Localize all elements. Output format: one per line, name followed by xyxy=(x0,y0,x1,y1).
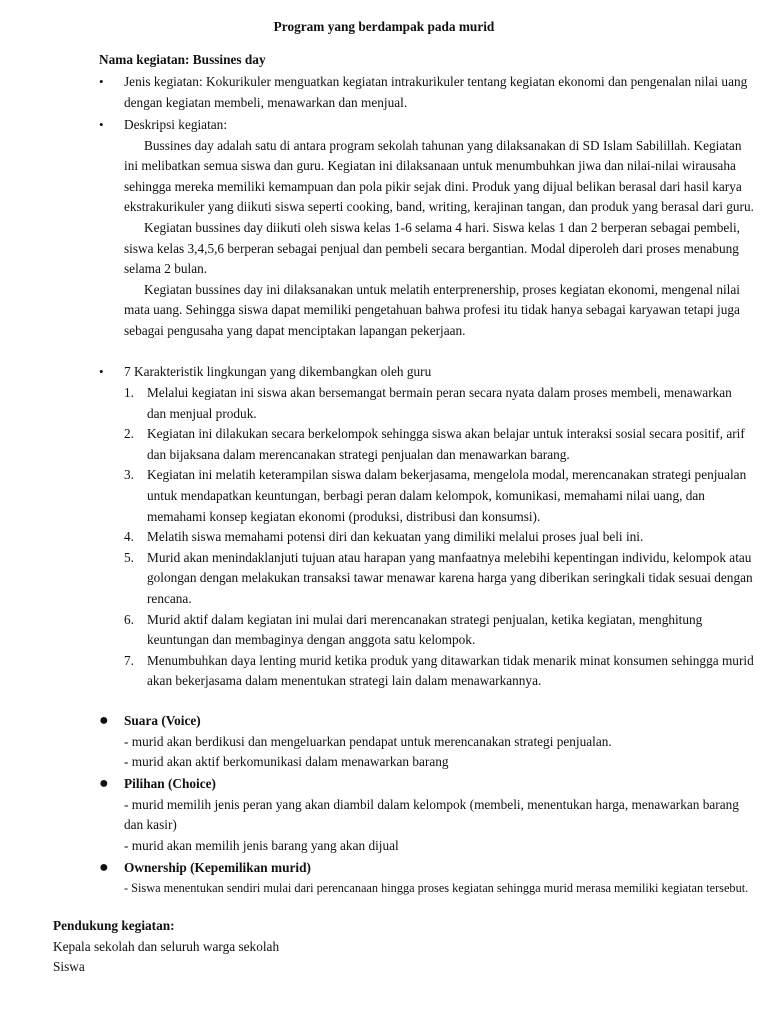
list-item: 4. Melatih siswa memahami potensi diri dan kekuatan yang dimiliki melalui proses jual beli ini. xyxy=(124,529,644,545)
pilihan-line: - murid memilih jenis peran yang akan diambil dalam kelompok (membeli, menentukan harga, menawarkan barang dan kasir) xyxy=(124,796,739,833)
list-item: 6. Murid aktif dalam kegiatan ini mulai dari merencanakan strategi penjualan, ketika kegiatan, menghitung keuntungan dan membaginya dengan anggota satu kelompok. xyxy=(124,611,703,648)
pendukung-heading: Pendukung kegiatan: xyxy=(53,918,175,933)
pendukung-line: Kepala sekolah dan seluruh warga sekolah xyxy=(53,938,280,954)
deskripsi-paragraph: Bussines day adalah satu di antara program sekolah tahunan yang dilaksanakan di SD Islam Sabilillah. Kegiatan ini melibatkan semua siswa dan guru. Kegiatan ini dilaksanaan untuk menumbuhkan jiwa dan nilai-nilai wirausaha sehingga mereka memiliki kemampuan dan pola pikir sejak dini. Produk yang dijual belikan berasal dari hasil karya ekstrakurikuler yang diikuti siswa seperti cooking, band, writing, kerajinan tangan, dan produk yang berasal dari guru. xyxy=(124,137,754,215)
pilihan-section xyxy=(124,774,754,856)
pilihan-heading: Pilihan (Choice) xyxy=(124,776,216,791)
pilihan-line: - murid akan memilih jenis barang yang akan dijual xyxy=(124,837,399,853)
deskripsi-paragraph: Kegiatan bussines day diikuti oleh siswa kelas 1-6 selama 4 hari. Siswa kelas 1 dan 2 berperan sebagai pembeli, siswa kelas 3,4,5,6 berperan sebagai penjual dan pembeli secara bergantian. Modal diperoleh dari proses menabung selama 2 bulan. xyxy=(124,219,740,277)
suara-section xyxy=(124,711,754,773)
deskripsi-section xyxy=(124,115,754,342)
bullet-icon: • xyxy=(99,117,104,132)
list-item: 7. Menumbuhkan daya lenting murid ketika produk yang ditawarkan tidak menarik minat konsumen sehingga murid akan bekerjasama dalam menentukan strategi lain dalam menawarkannya. xyxy=(124,652,754,689)
bullet-icon: ● xyxy=(99,775,109,792)
bullet-icon: ● xyxy=(99,712,109,729)
document-title: Program yang berdampak pada murid xyxy=(273,19,495,34)
deskripsi-heading: Deskripsi kegiatan: xyxy=(124,117,228,132)
pendukung-section xyxy=(53,916,753,978)
list-item: 5. Murid akan menindaklanjuti tujuan atau harapan yang manfaatnya melebihi kepentingan individu, kelompok atau golongan dengan melakukan transaksi tawar menawar karena harga yang diberikan seringkali tidak sesuai dengan rencana. xyxy=(124,549,753,606)
jenis-kegiatan: Jenis kegiatan: Kokurikuler menguatkan kegiatan intrakurikuler tentang kegiatan ekonomi dan pengenalan nilai uang dengan kegiatan membeli, menawarkan dan menjual. xyxy=(124,74,748,110)
activity-name: Nama kegiatan: Bussines day xyxy=(99,52,266,67)
ownership-line: - Siswa menentukan sendiri mulai dari perencanaan hingga proses kegiatan sehingga murid merasa memiliki kegiatan tersebut. xyxy=(124,880,749,895)
ownership-section xyxy=(124,858,754,897)
list-item: 3. Kegiatan ini melatih keterampilan siswa dalam bekerjasama, mengelola modal, merencanakan strategi penjualan untuk mendapatkan keuntungan, berbagi peran dalam kelompok, komunikasi, memahami nilai uang, dan memahami konsep kegiatan ekonomi (produksi, distribusi dan konsumsi). xyxy=(124,467,747,524)
list-item: 2. Kegiatan ini dilakukan secara berkelompok sehingga siswa akan belajar untuk interaksi sosial secara positif, arif dan bijaksana dalam merencanakan strategi penjualan dan menawarkan barang. xyxy=(124,426,745,462)
suara-line: - murid akan berdikusi dan mengeluarkan pendapat untuk merencanakan strategi penjualan. xyxy=(124,733,612,749)
suara-line: - murid akan aktif berkomunikasi dalam menawarkan barang xyxy=(124,754,449,770)
deskripsi-paragraph: Kegiatan bussines day ini dilaksanakan untuk melatih enterprenership, proses kegiatan ekonomi, mengenal nilai mata uang. Sehingga siswa dapat memiliki pengetahuan bahwa profesi itu tidak hanya sebagai karyawan tetapi juga sebagai pengusaha yang dapat menciptakan lapangan pekerjaan. xyxy=(124,281,740,338)
bullet-icon: • xyxy=(99,364,104,379)
karakteristik-list xyxy=(124,383,754,692)
list-item: 1. Melalui kegiatan ini siswa akan bersemangat bermain peran secara nyata dalam proses membeli, menawarkan dan menjual produk. xyxy=(124,385,732,421)
bullet-icon: • xyxy=(99,74,104,89)
karakteristik-heading: 7 Karakteristik lingkungan yang dikembangkan oleh guru xyxy=(124,364,432,379)
suara-heading: Suara (Voice) xyxy=(124,713,201,728)
ownership-heading: Ownership (Kepemilikan murid) xyxy=(124,860,311,875)
bullet-icon: ● xyxy=(99,859,109,876)
pendukung-line: Siswa xyxy=(53,959,85,975)
